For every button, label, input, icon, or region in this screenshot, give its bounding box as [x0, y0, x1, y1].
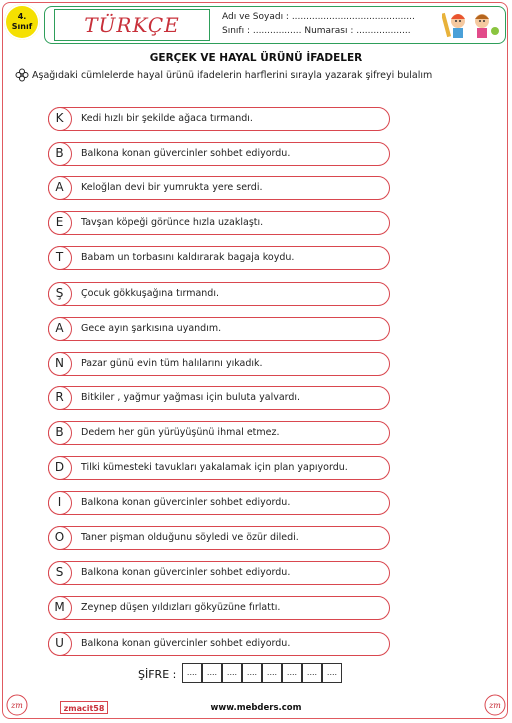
student-info	[222, 10, 415, 38]
sentence-row	[48, 526, 390, 550]
password-box[interactable]: ....	[302, 663, 322, 683]
sentence-row	[48, 142, 390, 166]
sentence-row	[48, 352, 390, 376]
sentence-row	[48, 107, 390, 131]
grade-number: 4.	[17, 12, 27, 21]
letter-badge: Ş	[48, 282, 72, 306]
sentence-text: Zeynep düşen yıldızları gökyüzüne fırlattı.	[81, 602, 281, 613]
sentence-row	[48, 211, 390, 235]
sentence-row	[48, 632, 390, 656]
letter-badge: E	[48, 211, 72, 235]
svg-text:zm: zm	[489, 701, 501, 710]
sentence-text: Bitkiler , yağmur yağması için buluta yalvardı.	[81, 392, 301, 403]
sentence-row	[48, 561, 390, 585]
letter-badge: O	[48, 526, 72, 550]
sentence-text: Balkona konan güvercinler sohbet ediyordu.	[81, 497, 291, 508]
zm-logo-right-icon	[484, 694, 506, 716]
sentence-row	[48, 246, 390, 270]
password-box[interactable]: ....	[262, 663, 282, 683]
sentence-text: Balkona konan güvercinler sohbet ediyordu.	[81, 148, 291, 159]
sentence-text: Tavşan köpeği görünce hızla uzaklaştı.	[81, 217, 264, 228]
grade-badge	[4, 4, 40, 40]
sentence-row	[48, 176, 390, 200]
sentence-text: Balkona konan güvercinler sohbet ediyordu.	[81, 567, 291, 578]
letter-badge: A	[48, 317, 72, 341]
flower-icon	[15, 68, 29, 82]
letter-badge: K	[48, 107, 72, 131]
password-box[interactable]: ....	[182, 663, 202, 683]
letter-badge: R	[48, 386, 72, 410]
letter-badge: S	[48, 561, 72, 585]
sentence-row	[48, 421, 390, 445]
letter-badge: N	[48, 352, 72, 376]
sentence-text: Dedem her gün yürüyüşünü ihmal etmez.	[81, 427, 280, 438]
password-label: ŞİFRE :	[138, 668, 177, 681]
worksheet-title: GERÇEK VE HAYAL ÜRÜNÜ İFADELER	[149, 52, 363, 64]
password-box[interactable]: ....	[322, 663, 342, 683]
svg-text:zm: zm	[11, 701, 23, 710]
sentence-text: Çocuk gökkuşağına tırmandı.	[81, 288, 219, 299]
sentence-row	[48, 491, 390, 515]
sentence-row	[48, 282, 390, 306]
author-code: zmacit58	[60, 701, 108, 714]
sentence-text: Babam un torbasını kaldırarak bagaja koydu.	[81, 252, 295, 263]
grade-label: Sınıf	[11, 22, 33, 31]
name-field: Adı ve Soyadı : ...........................................	[222, 12, 415, 22]
sentence-text: Gece ayın şarkısına uyandım.	[81, 323, 222, 334]
sentence-row	[48, 317, 390, 341]
password-box[interactable]: ....	[202, 663, 222, 683]
letter-badge: A	[48, 176, 72, 200]
letter-badge: I	[48, 491, 72, 515]
class-field: Sınıfı : ................. Numarası : ...................	[222, 26, 411, 36]
sentence-text: Tilki kümesteki tavukları yakalamak için plan yapıyordu.	[81, 462, 348, 473]
sentence-row	[48, 596, 390, 620]
sentence-text: Balkona konan güvercinler sohbet ediyordu.	[81, 638, 291, 649]
letter-badge: B	[48, 142, 72, 166]
password-box[interactable]: ....	[282, 663, 302, 683]
letter-badge: B	[48, 421, 72, 445]
letter-badge: U	[48, 632, 72, 656]
kids-illustration-icon	[442, 7, 502, 41]
sentence-text: Keloğlan devi bir yumrukta yere serdi.	[81, 182, 263, 193]
instruction-text: Aşağıdaki cümlelerde hayal ürünü ifadelerin harflerini sırayla yazarak şifreyi bulalım	[32, 70, 433, 81]
password-box[interactable]: ....	[242, 663, 262, 683]
letter-badge: D	[48, 456, 72, 480]
letter-badge: M	[48, 596, 72, 620]
footer-website[interactable]: www.mebders.com	[210, 703, 302, 713]
sentence-row	[48, 456, 390, 480]
sentence-text: Pazar günü evin tüm halılarını yıkadık.	[81, 358, 263, 369]
sentence-text: Taner pişman olduğunu söyledi ve özür diledi.	[81, 532, 299, 543]
letter-badge: T	[48, 246, 72, 270]
subject-title: TÜRKÇE	[54, 9, 210, 41]
sentence-row	[48, 386, 390, 410]
sentence-text: Kedi hızlı bir şekilde ağaca tırmandı.	[81, 113, 253, 124]
password-box[interactable]: ....	[222, 663, 242, 683]
